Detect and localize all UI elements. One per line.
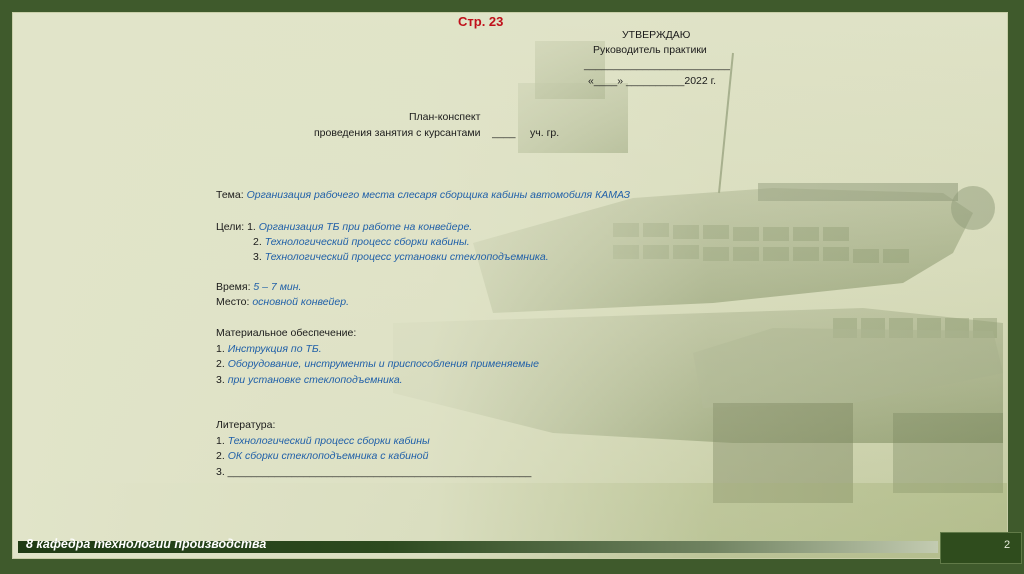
literature-2 bbox=[216, 450, 428, 463]
goal-3-text: Технологический процесс установки стеклоподъемника. bbox=[264, 251, 549, 263]
topic-value: Организация рабочего места слесаря сборщика кабины автомобиля КАМАЗ bbox=[246, 189, 631, 201]
material-1-text: Инструкция по ТБ. bbox=[227, 343, 322, 355]
goal-2 bbox=[253, 236, 470, 249]
literature-3: 3. ____________________________________________________ bbox=[216, 466, 532, 478]
time-line bbox=[216, 281, 301, 294]
goal-2-num: 2. bbox=[253, 236, 265, 248]
plan-subtitle: проведения занятия с курсантами ____ уч. гр. bbox=[314, 127, 560, 139]
topic-label: Тема: bbox=[216, 189, 247, 201]
slide-frame bbox=[12, 12, 1011, 559]
material-2 bbox=[216, 358, 539, 371]
material-3-text: при установке стеклоподъемника. bbox=[227, 374, 403, 386]
place-value: основной конвейер. bbox=[252, 296, 349, 308]
date-line: «____» __________2022 г. bbox=[588, 75, 717, 87]
literature-2-text: ОК сборки стеклоподъемника с кабиной bbox=[227, 450, 429, 462]
slide-number: 2 bbox=[1004, 539, 1011, 551]
place-line bbox=[216, 296, 349, 309]
literature-2-num: 2. bbox=[216, 450, 228, 462]
materials-heading: Материальное обеспечение: bbox=[216, 327, 357, 339]
department-label: 8 кафедра технологии производства bbox=[26, 537, 267, 551]
material-2-text: Оборудование, инструменты и приспособления применяемые bbox=[227, 358, 539, 370]
page-label: Стр. 23 bbox=[458, 14, 504, 29]
goal-1 bbox=[216, 221, 472, 234]
approver-role: Руководитель практики bbox=[593, 44, 707, 56]
material-3-num: 3. bbox=[216, 374, 228, 386]
material-2-num: 2. bbox=[216, 358, 228, 370]
literature-heading: Литература: bbox=[216, 419, 276, 431]
signature-line: _________________________ bbox=[584, 59, 730, 71]
material-1 bbox=[216, 343, 322, 356]
goal-3-num: 3. bbox=[253, 251, 265, 263]
literature-1 bbox=[216, 435, 430, 448]
topic-line bbox=[216, 189, 630, 202]
material-1-num: 1. bbox=[216, 343, 228, 355]
literature-1-num: 1. bbox=[216, 435, 228, 447]
material-3 bbox=[216, 374, 403, 387]
approve-heading: УТВЕРЖДАЮ bbox=[622, 29, 691, 41]
goal-1-text: Организация ТБ при работе на конвейере. bbox=[258, 221, 473, 233]
time-label: Время: bbox=[216, 281, 254, 293]
time-value: 5 – 7 мин. bbox=[253, 281, 302, 293]
place-label: Место: bbox=[216, 296, 253, 308]
literature-1-text: Технологический процесс сборки кабины bbox=[227, 435, 430, 447]
plan-title: План-конспект bbox=[409, 111, 481, 123]
goal-2-text: Технологический процесс сборки кабины. bbox=[264, 236, 470, 248]
goal-3 bbox=[253, 251, 549, 264]
goals-label: Цели: 1. bbox=[216, 221, 259, 233]
